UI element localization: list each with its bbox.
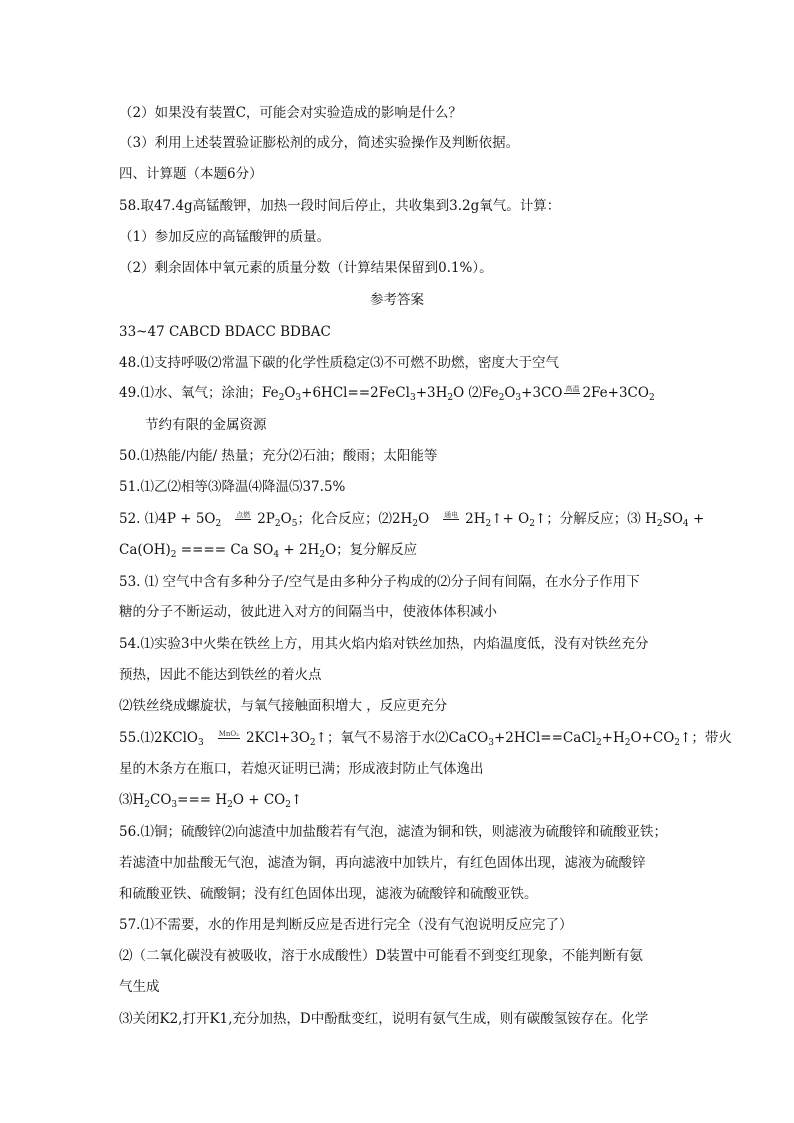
- answer-text: 2H: [465, 511, 486, 527]
- answer-text: + 2H: [279, 542, 320, 558]
- subscript: 2: [595, 738, 602, 748]
- answer-text: O + CO: [232, 792, 286, 808]
- subscript: 2: [498, 393, 505, 403]
- subscript: 3: [515, 393, 522, 403]
- reaction-condition: 点燃: [236, 511, 251, 519]
- answer-text: ↑；氧气不易溶于水⑵CaCO: [315, 730, 489, 746]
- answer-55-line2: 星的木条方在瓶口，若熄灭证明已满；形成液封防止气体逸出: [119, 761, 484, 777]
- subscript: 2: [674, 738, 681, 748]
- answer-text: +H: [601, 730, 625, 746]
- answer-text: +: [688, 511, 705, 527]
- answer-51: 51.⑴乙⑵相等⑶降温⑷降温⑸37.5%: [119, 479, 346, 495]
- question-57-3: （3）利用上述装置验证膨松剂的成分，简述实验操作及判断依据。: [119, 135, 520, 151]
- answer-text: SO: [662, 511, 683, 527]
- answer-text: 2KCl+3O: [245, 730, 310, 746]
- subscript: 3: [171, 800, 178, 810]
- answer-text: ↑；带火: [680, 730, 732, 746]
- answer-57-line4: ⑶关闭K2,打开K1,充分加热，D中酚酞变红，说明有氨气生成，则有碳酸氢铵存在。化学: [119, 1011, 649, 1027]
- answer-56-line3: 和硫酸亚铁、硫酸铜；没有红色固体出现，滤液为硫酸锌和硫酸亚铁。: [119, 886, 538, 902]
- answer-text: O: [418, 511, 430, 527]
- answer-text: +2HCl==CaCl: [493, 730, 596, 746]
- answer-53-line2: 糖的分子不断运动，彼此进入对方的间隔当中，使液体体积减小: [119, 604, 497, 620]
- answer-text: +6HCl==2FeCl: [301, 385, 410, 401]
- answer-52-line2: [119, 541, 417, 559]
- answer-text: O；复分解反应: [325, 542, 418, 558]
- subscript: 2: [529, 519, 535, 529]
- answer-text: +3CO: [521, 385, 563, 401]
- answer-54-line2: 预热，因此不能达到铁丝的着火点: [119, 667, 322, 683]
- answer-48: 48.⑴支持呼吸⑵常温下碳的化学性质稳定⑶不可燃不助燃，密度大于空气: [119, 355, 559, 371]
- question-58-2: （2）剩余固体中氧元素的质量分数（计算结果保留到0.1%）。: [119, 260, 493, 276]
- answer-56-line1: 56.⑴铜；硫酸锌⑵向滤渣中加盐酸若有气泡，滤渣为铜和铁，则滤液为硫酸锌和硫酸亚铁；: [119, 824, 667, 840]
- answer-text: O+CO: [630, 730, 675, 746]
- answer-text: 55.⑴2KClO: [119, 730, 198, 746]
- question-58: 58.取47.4g高锰酸钾，加热一段时间后停止，共收集到3.2g氧气。计算：: [119, 198, 561, 214]
- answer-50: 50.⑴热能/内能/ 热量；充分⑵石油；酸雨；太阳能等: [119, 448, 438, 464]
- answer-text: ==== Ca SO: [176, 542, 274, 558]
- subscript: 3: [295, 393, 302, 403]
- answer-52: 52. ⑴4P + $5O_2$点燃 $2P_2O_5$；化合反应；$⑵2H_2O$ 通电 $2H_2↑+$ $O_2↑$；分解反应；⑶ $H_2SO_4$ +: [119, 511, 705, 529]
- reaction-condition: 通电: [444, 511, 459, 519]
- answer-text: ↑+ O: [491, 511, 530, 527]
- subscript: 2: [285, 800, 291, 810]
- question-58-1: （1）参加反应的高锰酸钾的质量。: [119, 229, 331, 245]
- answer-text: ↑: [290, 792, 303, 808]
- subscript: 2: [274, 519, 281, 529]
- answer-49: [119, 384, 655, 402]
- answer-57-line3: 气生成: [119, 979, 160, 995]
- answer-text: 52. ⑴4P + 5O: [119, 511, 216, 527]
- answer-57-line1: 57.⑴不需要，水的作用是判断反应是否进行完全（没有气泡说明反应完了）: [119, 917, 573, 933]
- subscript: 2: [648, 393, 655, 403]
- subscript: 4: [682, 519, 689, 529]
- subscript: 2: [170, 550, 177, 560]
- subscript: 3: [488, 738, 494, 748]
- reaction-condition: MnO₂: [218, 730, 239, 738]
- subscript: 2: [309, 738, 316, 748]
- answer-55-line3: [119, 791, 302, 809]
- subscript: 3: [198, 738, 204, 748]
- answer-33-47: 33~47 CABCD BDACC BDBAC: [119, 324, 331, 340]
- subscript: 2: [278, 393, 285, 403]
- subscript: 4: [273, 550, 280, 560]
- answers-title: 参考答案: [370, 292, 424, 308]
- answer-text: O: [504, 385, 516, 401]
- answer-text: Ca(OH): [119, 542, 171, 558]
- subscript: 2: [412, 519, 419, 529]
- answer-text: ；化合反应；⑵2H: [297, 511, 413, 527]
- subscript: 2: [215, 519, 222, 529]
- answer-text: 2Fe+3CO: [582, 385, 649, 401]
- answer-text: === H: [177, 792, 228, 808]
- section-heading-calculation: 四、计算题（本题6分）: [119, 166, 263, 182]
- answer-text: ↑；分解反应；⑶ H: [534, 511, 657, 527]
- answer-55: [119, 729, 732, 747]
- subscript: 2: [144, 800, 151, 810]
- answer-text: +3H: [415, 385, 448, 401]
- subscript: 2: [447, 393, 454, 403]
- subscript: 2: [319, 550, 326, 560]
- answer-53-line1: 53. ⑴ 空气中含有多种分子/空气是由多种分子构成的⑵分子间有间隔，在水分子作用下: [119, 574, 640, 590]
- reaction-condition: 高温: [565, 385, 580, 393]
- answer-56-line2: 若滤渣中加盐酸无气泡，滤渣为铜，再向滤液中加铁片，有红色固体出现，滤液为硫酸锌: [119, 855, 646, 871]
- answer-54-line1: 54.⑴实验3中火柴在铁丝上方，用其火焰内焰对铁丝加热，内焰温度低，没有对铁丝充分: [119, 636, 649, 652]
- answer-text: ⑶H: [119, 792, 145, 808]
- subscript: 3: [409, 393, 416, 403]
- answer-text: 2P: [257, 511, 275, 527]
- answer-text: O: [284, 385, 296, 401]
- answer-text: O: [280, 511, 292, 527]
- answer-49-line2: 节约有限的金属资源: [145, 417, 267, 433]
- answer-text: 49.⑴水、氧气；涂油；Fe: [119, 385, 279, 401]
- subscript: 2: [624, 738, 631, 748]
- subscript: 2: [485, 519, 492, 529]
- answer-text: O ⑵Fe: [453, 385, 499, 401]
- answer-54-line3: ⑵铁丝绕成螺旋状，与氧气接触面积增大 ，反应更充分: [119, 698, 448, 714]
- answer-text: CO: [150, 792, 172, 808]
- subscript: 2: [656, 519, 663, 529]
- question-57-2: （2）如果没有装置C，可能会对实验造成的影响是什么？: [119, 105, 462, 121]
- subscript: 2: [227, 800, 233, 810]
- answer-57-line2: ⑵（二氧化碳没有被吸收，溶于水成酸性）D装置中可能看不到变红现象，不能判断有氨: [119, 948, 643, 964]
